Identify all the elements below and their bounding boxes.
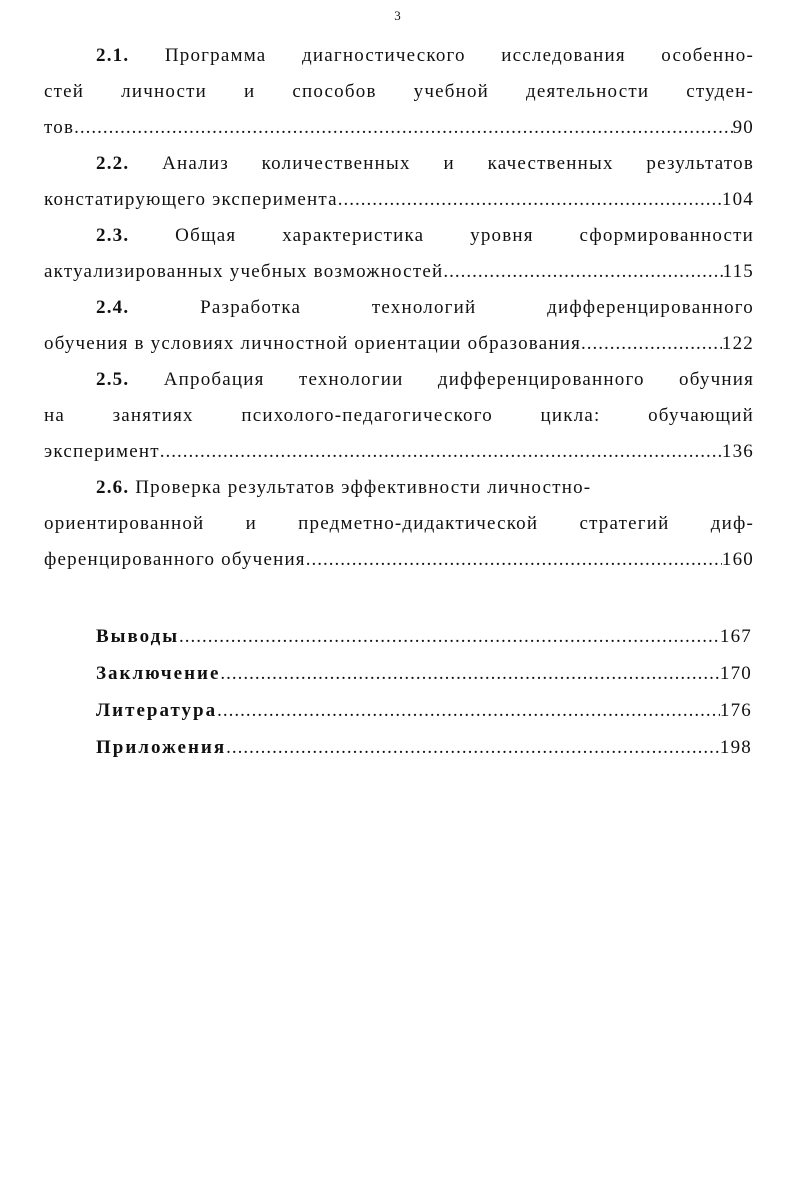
summary-title: Литература xyxy=(96,700,218,721)
page-ref: 167 xyxy=(719,626,752,647)
page-ref: 115 xyxy=(722,261,754,282)
section-title-part: Апробация технологии дифференцированного обучния xyxy=(163,369,755,390)
toc-line xyxy=(44,470,754,506)
dot-leader xyxy=(338,182,722,218)
toc-entry-literature xyxy=(96,692,752,729)
toc-line-leader xyxy=(44,434,754,470)
toc-entry-appendices xyxy=(96,729,752,766)
toc-entry-2-4 xyxy=(44,290,754,362)
dot-leader xyxy=(74,110,732,146)
summary-title: Приложения xyxy=(96,737,227,758)
dot-leader xyxy=(179,618,720,655)
summary-title: Заключение xyxy=(96,663,221,684)
page-ref: 104 xyxy=(721,189,754,210)
toc-entry-2-2 xyxy=(44,146,754,218)
dot-leader xyxy=(226,729,720,766)
section-number: 2.3. xyxy=(96,225,130,246)
section-title-part: тов xyxy=(44,117,75,138)
summary-section xyxy=(96,618,752,766)
dot-leader xyxy=(581,326,722,362)
section-number: 2.6. xyxy=(96,477,130,498)
page-ref: 198 xyxy=(719,737,752,758)
section-title-part: Разработка технологий дифференцированного xyxy=(200,297,755,318)
page-ref: 122 xyxy=(721,333,754,354)
section-number: 2.2. xyxy=(96,153,130,174)
toc-line xyxy=(44,146,754,182)
section-number: 2.4. xyxy=(96,297,130,318)
section-title-part: стей личности и способов учебной деятельности студен- xyxy=(44,81,754,102)
summary-title: Выводы xyxy=(96,626,180,647)
toc-line xyxy=(44,398,754,434)
toc-line-leader xyxy=(44,182,754,218)
dot-leader xyxy=(217,692,720,729)
toc-entry-conclusions xyxy=(96,618,752,655)
section-title-part: ференцированного обучения xyxy=(44,549,306,570)
toc-entry-2-6 xyxy=(44,470,754,578)
toc-line-leader xyxy=(44,254,754,290)
page-ref: 136 xyxy=(721,441,754,462)
section-title-part: Анализ количественных и качественных результатов xyxy=(162,153,754,174)
dot-leader xyxy=(220,655,719,692)
toc-line-leader xyxy=(44,110,754,146)
toc-line-leader xyxy=(44,326,754,362)
toc-line xyxy=(44,218,754,254)
toc-entry-2-1 xyxy=(44,38,754,146)
section-number: 2.1. xyxy=(96,45,130,66)
toc-entry-2-5 xyxy=(44,362,754,470)
dot-leader xyxy=(443,254,722,290)
dot-leader xyxy=(160,434,722,470)
section-title-part: на занятиях психолого-педагогического цикла: обучающий xyxy=(44,405,754,426)
toc-line xyxy=(44,290,754,326)
toc-line xyxy=(44,38,754,74)
section-title-part: ориентированной и предметно-дидактической стратегий диф- xyxy=(44,513,754,534)
section-number: 2.5. xyxy=(96,369,130,390)
toc-entry-2-3 xyxy=(44,218,754,290)
toc-entry-conclusion xyxy=(96,655,752,692)
section-title-part: актуализированных учебных возможностей xyxy=(44,261,444,282)
table-of-contents xyxy=(44,38,754,578)
page-ref: 176 xyxy=(719,700,752,721)
toc-line xyxy=(44,362,754,398)
section-title-part: обучения в условиях личностной ориентации образования xyxy=(44,333,582,354)
toc-line-leader xyxy=(44,542,754,578)
section-title-part: Общая характеристика уровня сформированности xyxy=(175,225,755,246)
section-title-part: констатирующего эксперимента xyxy=(44,189,338,210)
page-ref: 160 xyxy=(721,549,754,570)
section-title-part: эксперимент xyxy=(44,441,160,462)
dot-leader xyxy=(306,542,722,578)
toc-line xyxy=(44,74,754,110)
page-number: 3 xyxy=(394,8,401,23)
page-ref: 90 xyxy=(732,117,754,138)
section-title-part: Проверка результатов эффективности личностно- xyxy=(135,477,592,498)
toc-line xyxy=(44,506,754,542)
section-title-part: Программа диагностического исследования особенно- xyxy=(164,45,755,66)
page-ref: 170 xyxy=(719,663,752,684)
